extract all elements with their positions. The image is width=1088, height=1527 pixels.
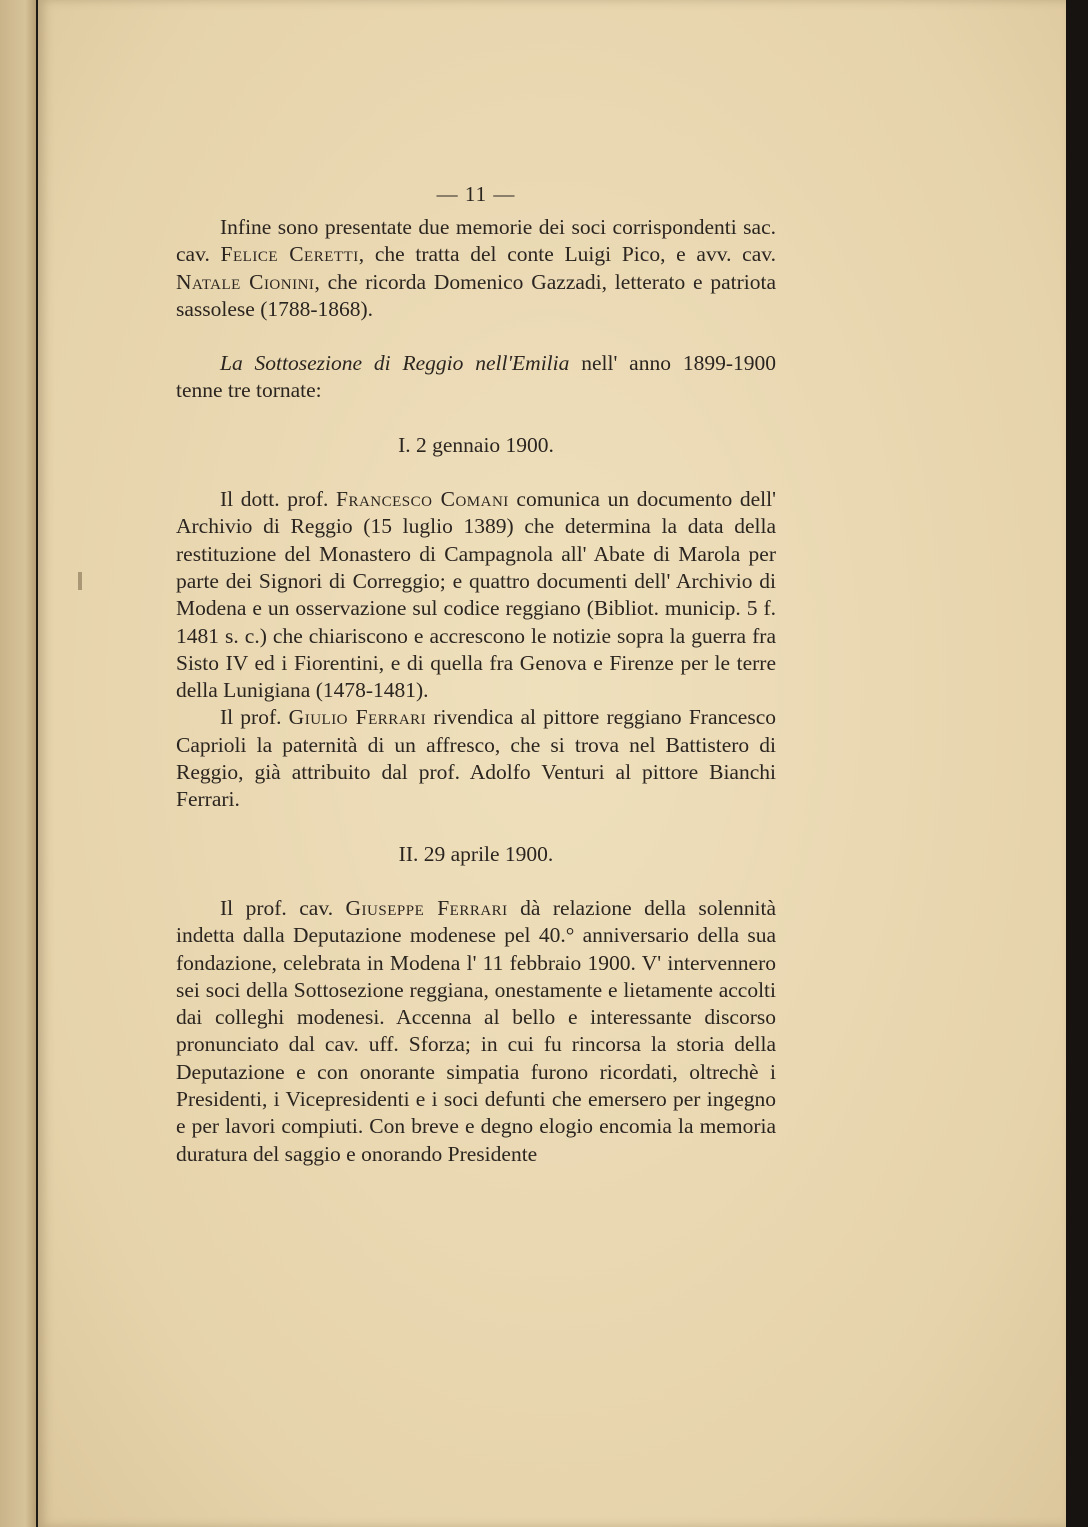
paragraph-ferrari-giulio: Il prof. Giulio Ferrari rivendica al pittore reggiano Francesco Caprioli la paternità di un affresco, che si trova nel Battistero di Reggio, già attribuito dal prof. Adolfo Venturi al pittore Bianchi Ferrari. [176, 705, 777, 812]
margin-mark [78, 572, 82, 590]
person-name: Natale Cionini [176, 269, 315, 294]
page-number: — 11 — [436, 182, 516, 206]
adjacent-page-edge [0, 0, 36, 1527]
person-name: Giuseppe Ferrari [345, 895, 508, 920]
italic-title: La Sottosezione di Reggio nell'Emilia [220, 351, 570, 376]
paragraph-comani: Il dott. prof. Francesco Comani comunica un documento dell' Archivio di Reggio (15 luglio 1389) che determina la data della restituzione del Monastero di Campagnola all' Abate di Marola per parte dei Signori di Correggio; e quattro documenti dell' Archivio di Modena e un osservazione sul codice reggiano (Bibliot. municip. 5 f. 1481 s. c.) che chiariscono e accrescono le notizie sopra la guerra fra Sisto IV ed i Fiorentini, e di quella fra Genova e Firenze per le terre della Lunigiana (1478-1481). [176, 487, 776, 703]
paragraph-memorie: Infine sono presentate due memorie dei soci corrispondenti sac. cav. Felice Ceretti, che tratta del conte Luigi Pico, e avv. cav. Natale Cionini, che ricorda Domenico Gazzadi, letterato e patriota sassolese (1788-1868). [176, 215, 777, 321]
paragraph-ferrari-giuseppe: Il prof. cav. Giuseppe Ferrari dà relazione della solennità indetta dalla Deputazione modenese pel 40.° anniversario della sua fondazione, celebrata in Modena l' 11 febbraio 1900. V' intervennero sei soci della Sottosezione reggiana, onestamente e lietamente accolti dai colleghi modenesi. Accenna al bello e interessante discorso pronunciato dal cav. uff. Sforza; in cui fu rincorsa la storia della Deputazione e con onorante simpatia furono ricordati, oltrechè i Presidenti, i Vicepresidenti e i soci defunti che emersero per ingegno e per lavori compiuti. Con breve e degno elogio encomia la memoria duratura del saggio e onorando Presidente [176, 895, 776, 1166]
person-name: Giulio Ferrari [288, 705, 427, 730]
scan-border [1066, 0, 1088, 1527]
person-name: Felice Ceretti [220, 242, 359, 267]
paragraph-sottosezione: La Sottosezione di Reggio nell'Emilia nell' anno 1899-1900 tenne tre tornate: [176, 351, 776, 403]
person-name: Francesco Comani [336, 487, 509, 512]
section-heading-1: I. 2 gennaio 1900. [398, 432, 554, 457]
section-heading-2: II. 29 aprile 1900. [398, 841, 554, 866]
page-text [176, 174, 776, 1168]
